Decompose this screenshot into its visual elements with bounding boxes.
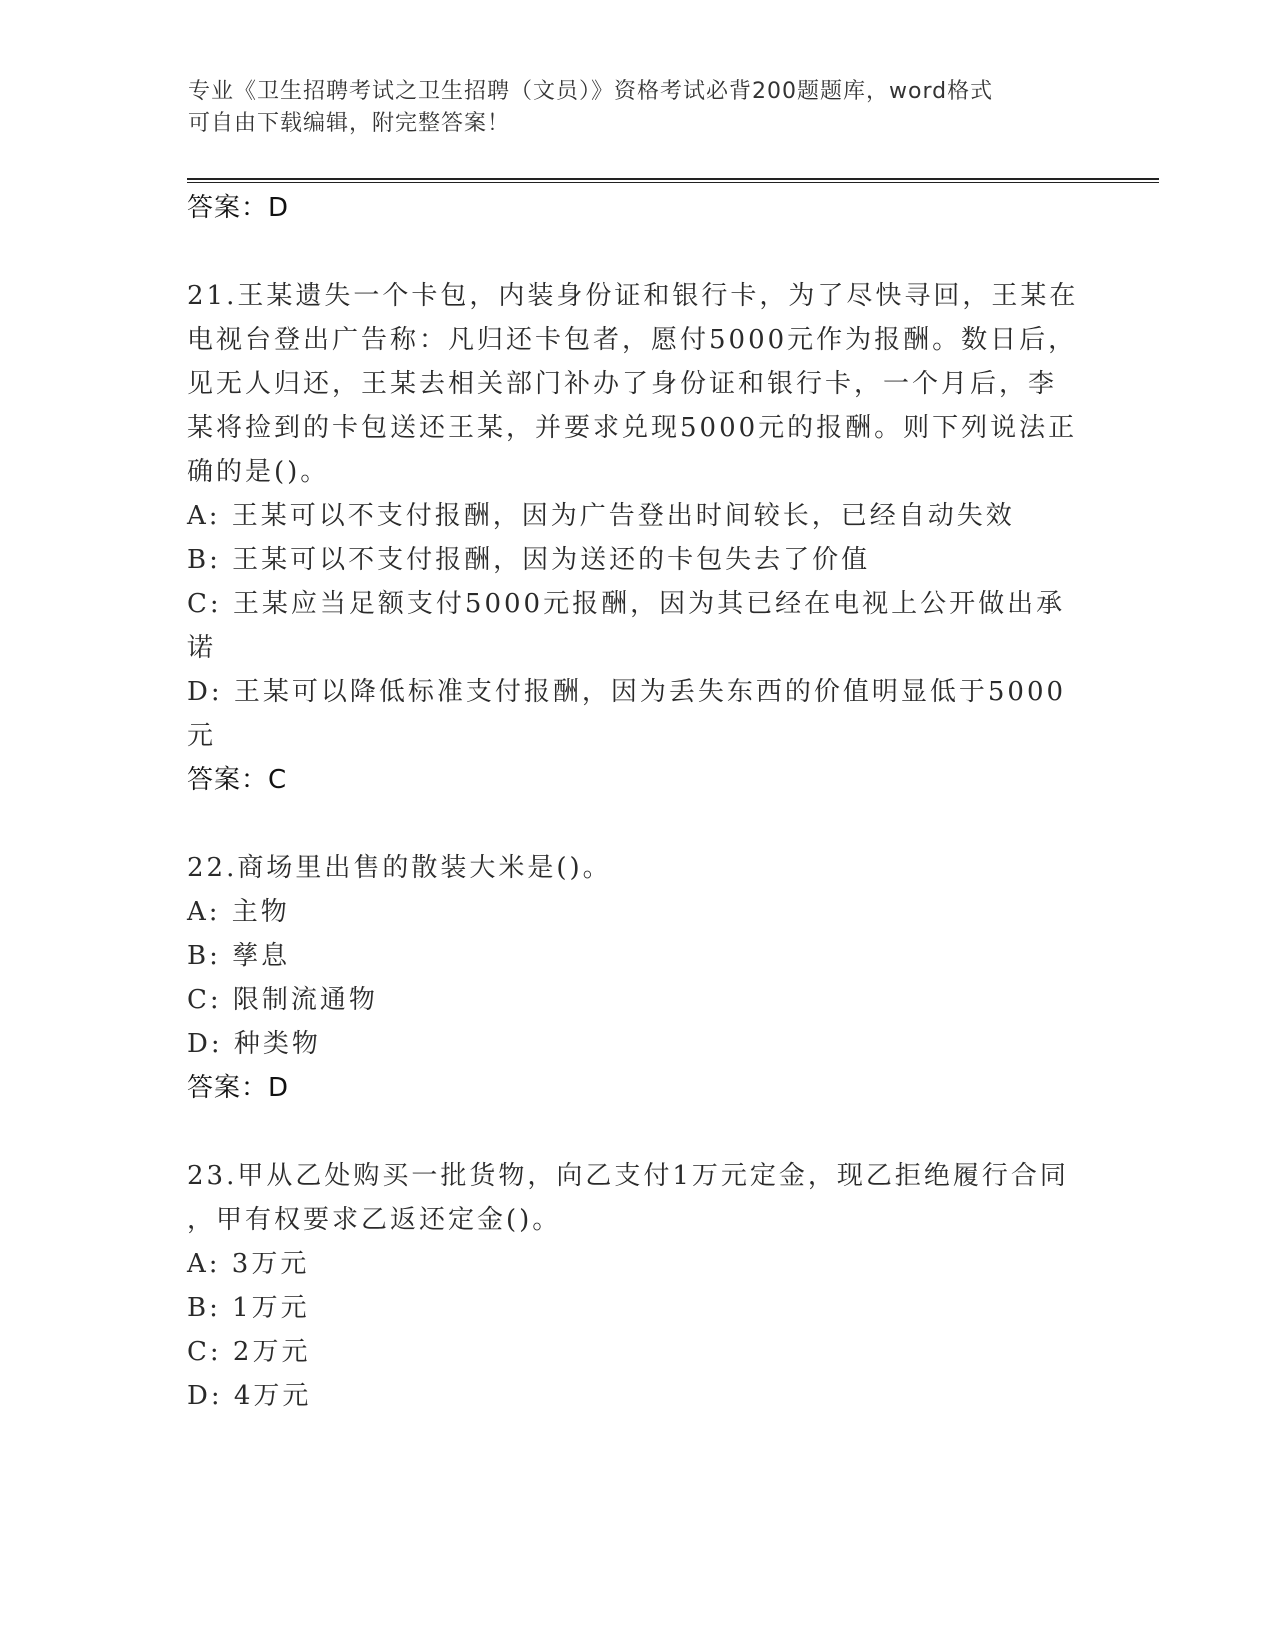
question-21-option-d: D: 王某可以降低标准支付报酬，因为丢失东西的价值明显低于5000	[187, 677, 1067, 707]
question-21-option-c: C: 王某应当足额支付5000元报酬，因为其已经在电视上公开做出承	[187, 589, 1066, 619]
header-line-2: 可自由下载编辑，附完整答案！	[188, 111, 511, 136]
question-21-line-2: 电视台登出广告称：凡归还卡包者，愿付5000元作为报酬。数日后，	[187, 325, 1078, 355]
question-22-line-1: 22.商场里出售的散装大米是()。	[187, 853, 612, 883]
question-21-line-3: 见无人归还，王某去相关部门补办了身份证和银行卡，一个月后，李	[187, 369, 1058, 399]
question-21-answer: 答案：C	[187, 765, 288, 795]
question-22-answer: 答案：D	[187, 1073, 290, 1103]
question-23-option-d: D: 4万元	[187, 1381, 312, 1411]
header-divider	[187, 178, 1159, 183]
question-23-line-2: ，甲有权要求乙返还定金()。	[187, 1205, 562, 1235]
document-header	[188, 76, 1088, 140]
question-23-option-a: A: 3万元	[187, 1249, 310, 1279]
question-22-option-b: B: 孳息	[187, 941, 291, 971]
question-22-option-c: C: 限制流通物	[187, 985, 378, 1015]
question-21-option-d-cont: 元	[187, 721, 217, 751]
question-22-option-d: D: 种类物	[187, 1029, 321, 1059]
question-21-line-5: 确的是()。	[187, 457, 330, 487]
question-21-option-a: A: 王某可以不支付报酬，因为广告登出时间较长，已经自动失效	[187, 501, 1015, 531]
question-23-option-b: B: 1万元	[187, 1293, 310, 1323]
question-21-option-b: B: 王某可以不支付报酬，因为送还的卡包失去了价值	[187, 545, 871, 575]
question-21-line-1: 21.王某遗失一个卡包，内装身份证和银行卡，为了尽快寻回，王某在	[187, 281, 1079, 311]
answer-previous: 答案：D	[187, 193, 290, 223]
question-21-option-c-cont: 诺	[187, 633, 217, 663]
header-line-1: 专业《卫生招聘考试之卫生招聘（文员）》资格考试必背200题题库，word格式	[188, 79, 994, 104]
question-23-option-c: C: 2万元	[187, 1337, 311, 1367]
question-23-line-1: 23.甲从乙处购买一批货物，向乙支付1万元定金，现乙拒绝履行合同	[187, 1161, 1069, 1191]
question-22-option-a: A: 主物	[187, 897, 290, 927]
question-21-line-4: 某将捡到的卡包送还王某，并要求兑现5000元的报酬。则下列说法正	[187, 413, 1078, 443]
